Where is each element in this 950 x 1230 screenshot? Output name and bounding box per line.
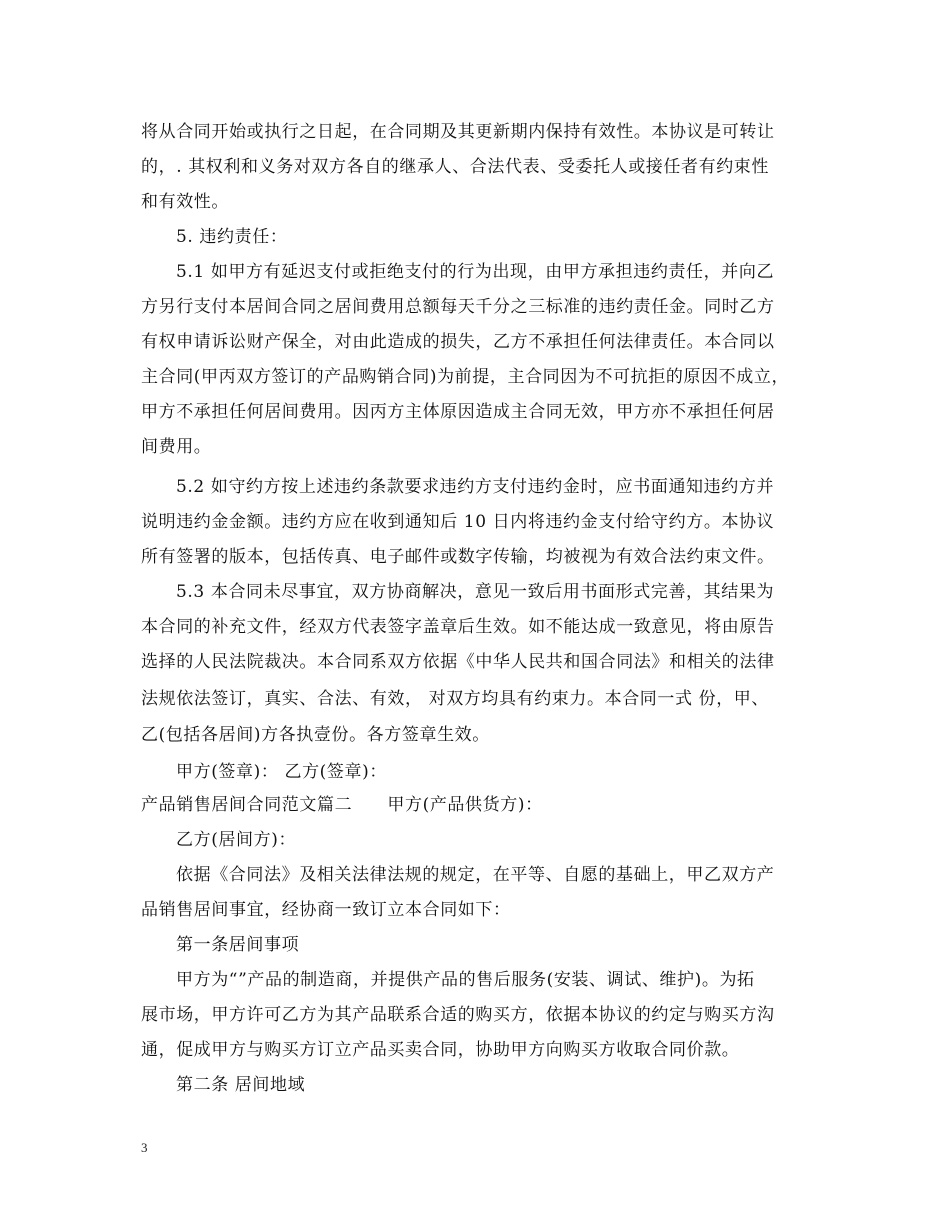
text-line: 的，. 其权利和义务对双方各自的继承人、合法代表、受委托人或接任者有约束性 <box>141 157 770 177</box>
text-line: 说明违约金金额。违约方应在收到通知后 10 日内将违约金支付给守约方。本协议 <box>141 512 775 532</box>
text-line: 品销售居间事宜，经协商一致订立本合同如下： <box>141 900 511 920</box>
section-heading: 第二条 居间地域 <box>176 1075 306 1095</box>
text-line: 本合同的补充文件，经双方代表签字盖章后生效。如不能达成一致意见，将由原告 <box>141 617 775 637</box>
text-line: 主合同(甲丙双方签订的产品购销合同)为前提，主合同因为不可抗拒的原因不成立， <box>141 367 790 387</box>
text-line: 5.2 如守约方按上述违约条款要求违约方支付违约金时，应书面通知违约方并 <box>176 477 775 497</box>
section-heading: 5. 违约责任： <box>176 227 288 247</box>
text-line: 乙方(居间方)： <box>176 830 297 850</box>
text-line: 甲方为“”产品的制造商，并提供产品的售后服务(安装、调试、维护)。为拓 <box>176 970 755 990</box>
text-line: 通，促成甲方与购买方订立产品买卖合同，协助甲方向购买方收取合同价款。 <box>141 1040 740 1060</box>
text-line: 乙(包括各居间)方各执壹份。各方签章生效。 <box>141 725 490 745</box>
text-line: 有权申请诉讼财产保全，对由此造成的损失，乙方不承担任何法律责任。本合同以 <box>141 332 775 352</box>
text-line: 和有效性。 <box>141 192 229 212</box>
signature-line: 甲方(签章)： 乙方(签章)： <box>176 762 387 782</box>
text-line: 依据《合同法》及相关法律法规的规定，在平等、自愿的基础上，甲乙双方产 <box>176 865 775 885</box>
text-line: 所有签署的版本，包括传真、电子邮件或数字传输，均被视为有效合法约束文件。 <box>141 547 775 567</box>
text-line: 方另行支付本居间合同之居间费用总额每天千分之三标准的违约责任金。同时乙方 <box>141 297 775 317</box>
section-heading: 产品销售居间合同范文篇二 甲方(产品供货方)： <box>141 795 543 815</box>
text-line: 将从合同开始或执行之日起，在合同期及其更新期内保持有效性。本协议是可转让 <box>141 122 775 142</box>
text-line: 5.3 本合同未尽事宜，双方协商解决，意见一致后用书面形式完善，其结果为 <box>176 582 775 602</box>
text-line: 5.1 如甲方有延迟支付或拒绝支付的行为出现，由甲方承担违约责任，并向乙 <box>176 262 775 282</box>
section-heading: 第一条居间事项 <box>176 935 300 955</box>
text-line: 甲方不承担任何居间费用。因丙方主体原因造成主合同无效，甲方亦不承担任何居 <box>141 402 775 422</box>
text-line: 选择的人民法院裁决。本合同系双方依据《中华人民共和国合同法》和相关的法律 <box>141 652 775 672</box>
page-number: 3 <box>141 1140 148 1155</box>
text-line: 展市场，甲方许可乙方为其产品联系合适的购买方，依据本协议的约定与购买方沟 <box>141 1005 775 1025</box>
text-line: 间费用。 <box>141 437 212 457</box>
text-line: 法规依法签订，真实、合法、有效， 对双方均具有约束力。本合同一式 份，甲、 <box>141 689 770 709</box>
